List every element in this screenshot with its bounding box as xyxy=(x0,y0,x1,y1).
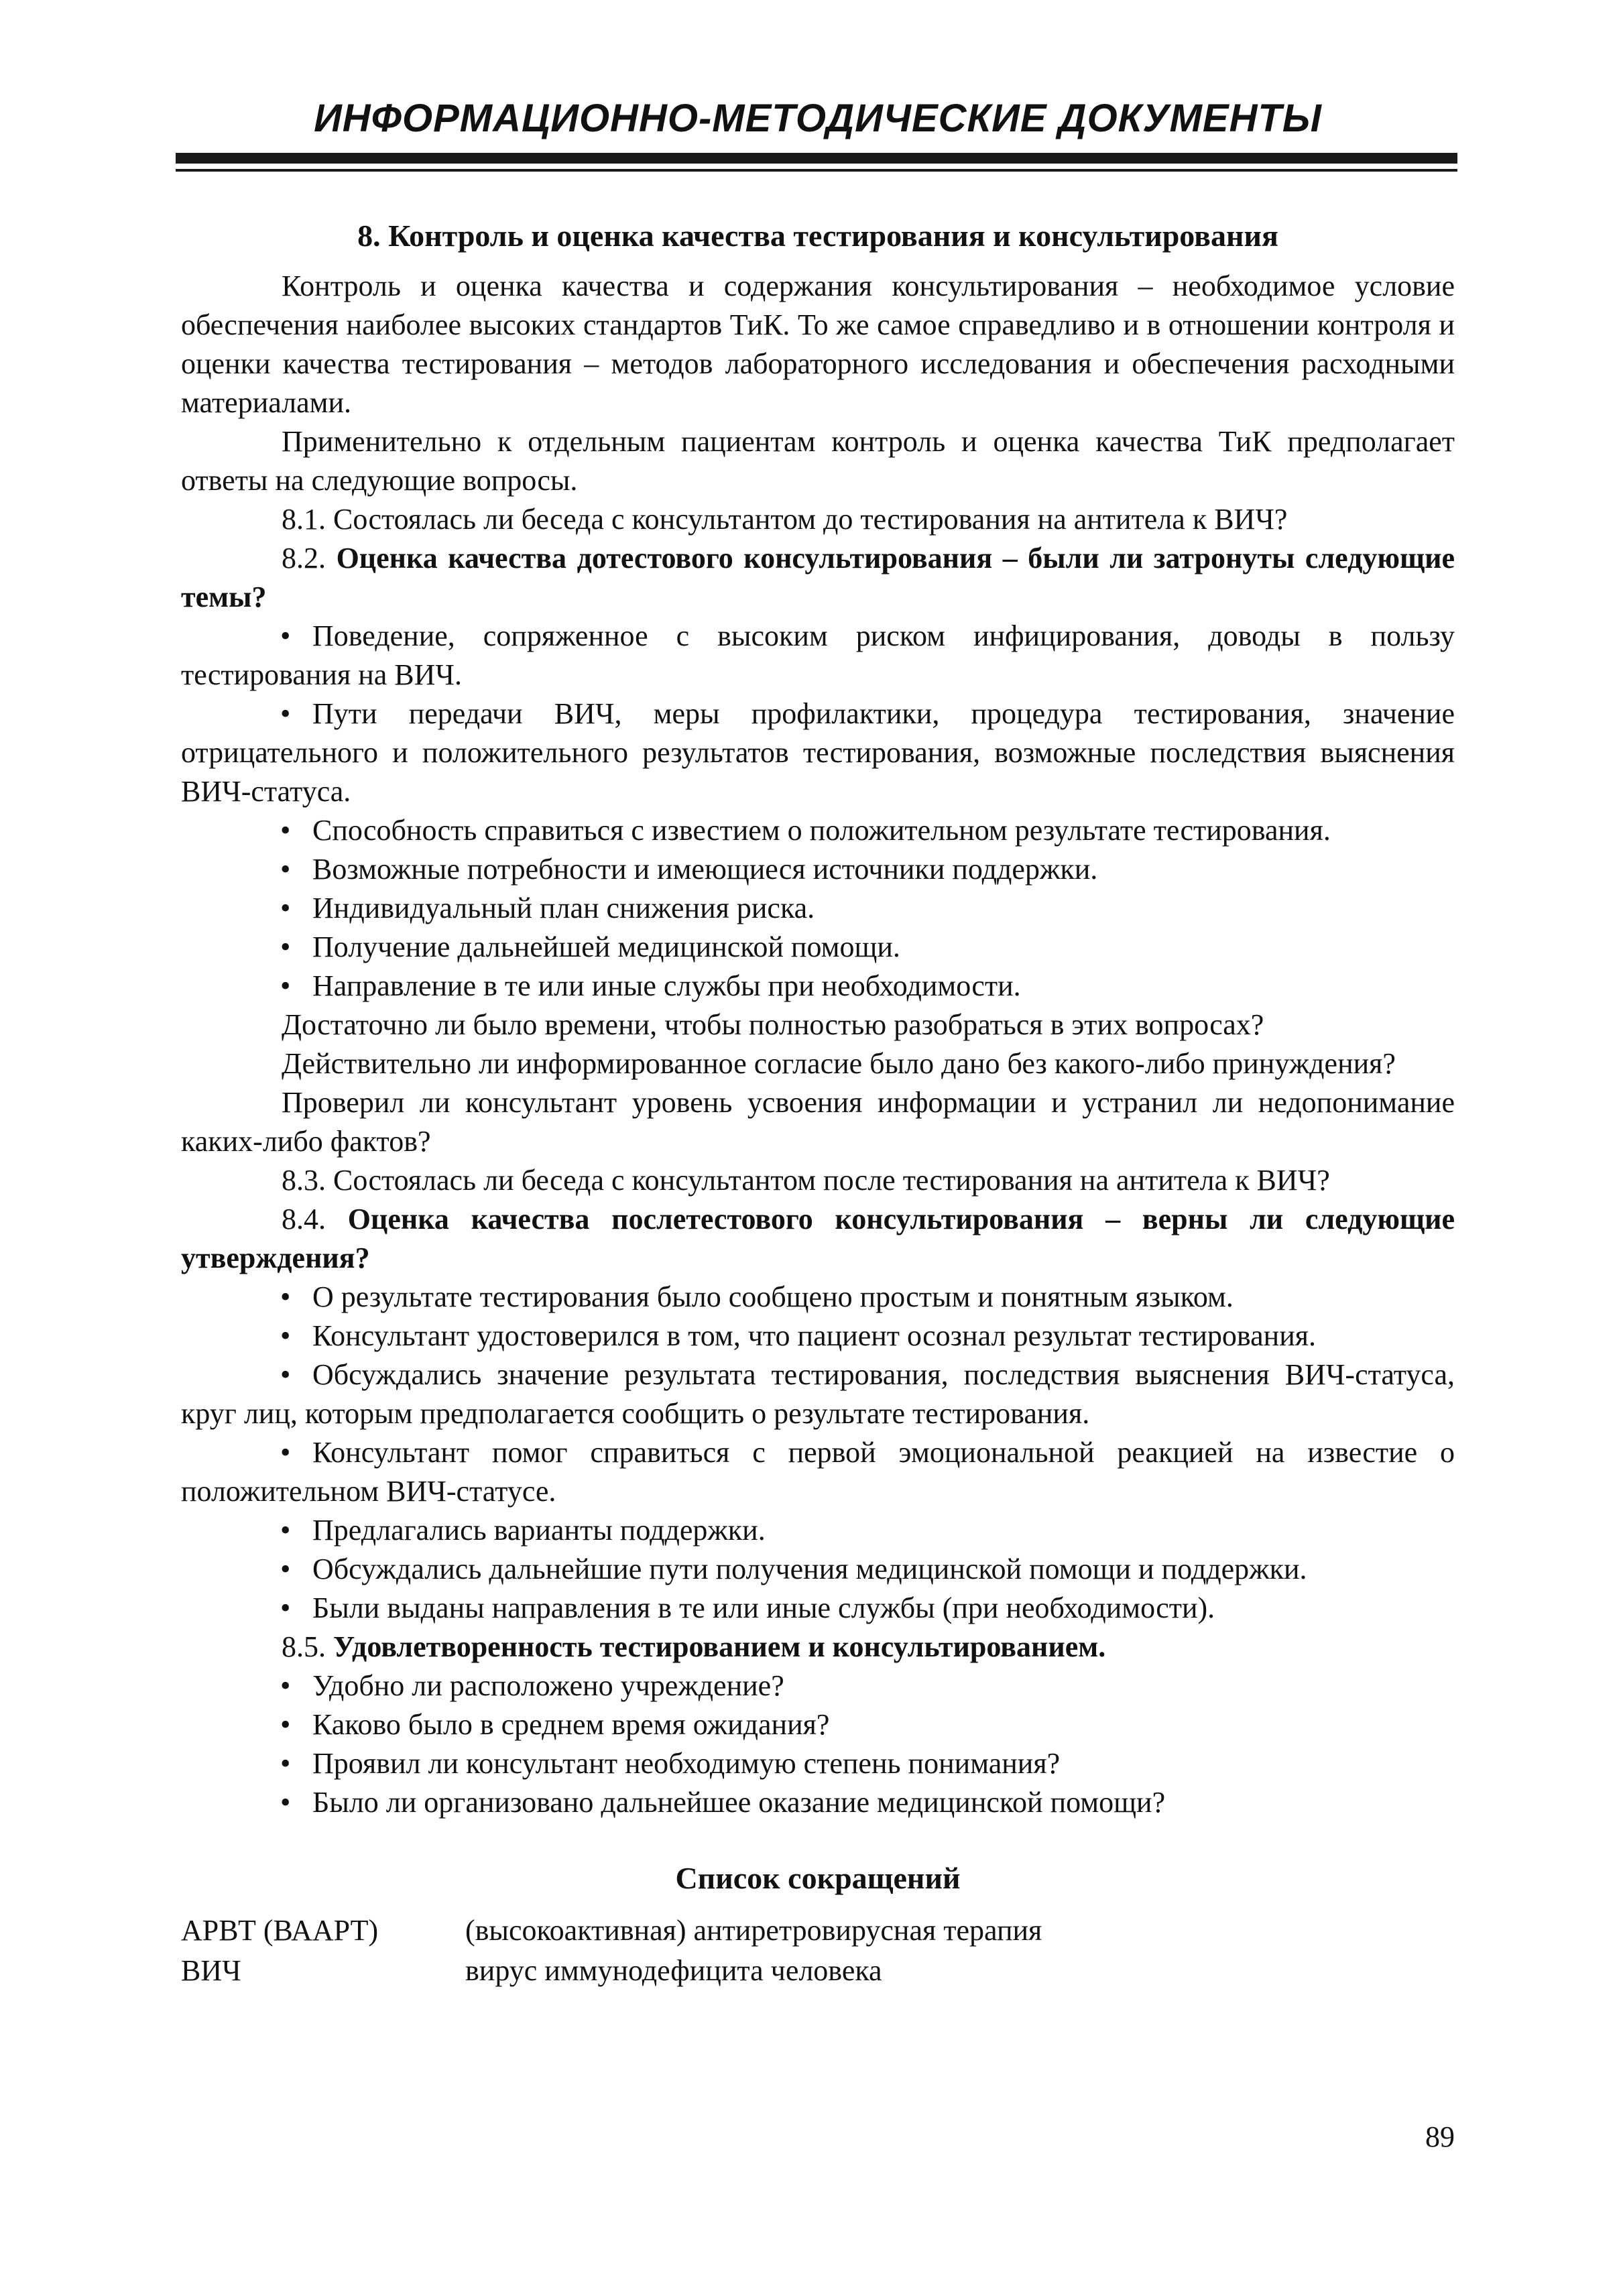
list-item xyxy=(181,1433,1455,1511)
list-item-text: Возможные потребности и имеющиеся источники поддержки. xyxy=(312,853,1098,886)
bullet-icon: • xyxy=(280,1708,291,1741)
list-item-text: Индивидуальный план снижения риска. xyxy=(312,892,815,924)
list-item-text: Консультант помог справиться с первой эмоциональной реакцией на известие о положительном ВИЧ-статусе. xyxy=(181,1436,1455,1508)
question-heading: Удовлетворенность тестированием и консультированием. xyxy=(333,1630,1106,1663)
list-item xyxy=(181,967,1455,1006)
list-item-text: Были выданы направления в те или иные службы (при необходимости). xyxy=(312,1591,1215,1624)
list-item-text: Обсуждались дальнейшие пути получения медицинской помощи и поддержки. xyxy=(312,1553,1307,1585)
question-heading: Оценка качества дотестового консультирования – были ли затронуты следующие темы? xyxy=(181,542,1455,613)
list-item xyxy=(181,1705,1455,1744)
question-8-1: 8.1. Состоялась ли беседа с консультантом до тестирования на антитела к ВИЧ? xyxy=(282,503,1288,536)
bullet-icon: • xyxy=(280,1747,291,1780)
bullet-icon: • xyxy=(280,930,291,963)
section-title: 8. Контроль и оценка качества тестирования и консультирования xyxy=(357,219,1278,253)
list-item-text: Обсуждались значение результата тестирования, последствия выяснения ВИЧ-статуса, круг лиц, которым предполагается сообщить о результате тестирования. xyxy=(181,1358,1455,1430)
question-number: 8.4. xyxy=(282,1203,326,1235)
bullet-icon: • xyxy=(280,1786,291,1819)
header-rule-thick xyxy=(176,153,1457,164)
abbreviation-row xyxy=(181,1951,1455,1991)
question-8-2 xyxy=(181,539,1455,617)
bullet-icon: • xyxy=(280,1669,291,1702)
bullet-icon: • xyxy=(280,1553,291,1585)
running-header: ИНФОРМАЦИОННО-МЕТОДИЧЕСКИЕ ДОКУМЕНТЫ xyxy=(314,97,1322,140)
list-item-text: Удобно ли расположено учреждение? xyxy=(312,1669,784,1702)
list-item xyxy=(181,1783,1455,1822)
list-item-text: Консультант удостоверился в том, что пациент осознал результат тестирования. xyxy=(312,1319,1316,1352)
bullet-icon: • xyxy=(280,697,291,730)
page-body xyxy=(181,215,1455,1991)
abbreviation-row xyxy=(181,1911,1455,1951)
follow-up-question: Действительно ли информированное согласие было дано без какого-либо принуждения? xyxy=(282,1047,1396,1080)
question-8-3: 8.3. Состоялась ли беседа с консультантом после тестирования на антитела к ВИЧ? xyxy=(282,1164,1330,1197)
list-item xyxy=(181,1550,1455,1589)
list-item xyxy=(181,1355,1455,1433)
list-item xyxy=(181,850,1455,889)
list-item xyxy=(181,811,1455,850)
list-item-text: Пути передачи ВИЧ, меры профилактики, процедура тестирования, значение отрицательного и положительного результатов тестирования, возможные последствия выяснения ВИЧ-статуса. xyxy=(181,697,1455,808)
abbreviation-meaning: (высокоактивная) антиретровирусная терапия xyxy=(465,1914,1042,1947)
question-number: 8.2. xyxy=(282,542,326,575)
abbreviation-meaning: вирус иммунодефицита человека xyxy=(465,1954,882,1987)
bullet-icon: • xyxy=(280,619,291,652)
list-item-text: Каково было в среднем время ожидания? xyxy=(312,1708,830,1741)
list-item xyxy=(181,1511,1455,1550)
list-item xyxy=(181,1317,1455,1355)
bullet-icon: • xyxy=(280,1280,291,1313)
bullet-icon: • xyxy=(280,814,291,847)
list-item xyxy=(181,1278,1455,1317)
intro-paragraph: Контроль и оценка качества и содержания консультирования – необходимое условие обеспечения наиболее высоких стандартов ТиК. То же самое справедливо и в отношении контроля и оценки качества тестирования – методов лабораторного исследования и обеспечения расходными материалами. xyxy=(181,269,1455,419)
abbreviations-title: Список сокращений xyxy=(675,1861,961,1895)
list-item-text: О результате тестирования было сообщено простым и понятным языком. xyxy=(312,1280,1234,1313)
list-item-text: Получение дальнейшей медицинской помощи. xyxy=(312,930,900,963)
list-item-text: Способность справиться с известием о положительном результате тестирования. xyxy=(312,814,1331,847)
bullet-icon: • xyxy=(280,892,291,924)
list-item xyxy=(181,1667,1455,1705)
intro-paragraph: Применительно к отдельным пациентам контроль и оценка качества ТиК предполагает ответы на следующие вопросы. xyxy=(181,425,1455,497)
follow-up-question: Проверил ли консультант уровень усвоения информации и устранил ли недопонимание каких-либо фактов? xyxy=(181,1086,1455,1158)
follow-up-question: Достаточно ли было времени, чтобы полностью разобраться в этих вопросах? xyxy=(282,1008,1264,1041)
bullet-icon: • xyxy=(280,969,291,1002)
abbreviation-term: АРВТ (ВААРТ) xyxy=(181,1914,379,1947)
bullet-icon: • xyxy=(280,1358,291,1391)
question-8-5 xyxy=(181,1628,1455,1667)
abbreviation-term: ВИЧ xyxy=(181,1954,241,1987)
list-item xyxy=(181,1589,1455,1628)
bullet-icon: • xyxy=(280,1514,291,1547)
question-heading: Оценка качества послетестового консультирования – верны ли следующие утверждения? xyxy=(181,1203,1455,1274)
question-8-4 xyxy=(181,1200,1455,1278)
list-item xyxy=(181,889,1455,928)
list-item xyxy=(181,1744,1455,1783)
bullet-icon: • xyxy=(280,1591,291,1624)
bullet-icon: • xyxy=(280,1436,291,1469)
list-item-text: Направление в те или иные службы при необходимости. xyxy=(312,969,1021,1002)
question-number: 8.5. xyxy=(282,1630,326,1663)
list-item-text: Было ли организовано дальнейшее оказание медицинской помощи? xyxy=(312,1786,1166,1819)
list-item-text: Предлагались варианты поддержки. xyxy=(312,1514,766,1547)
list-item xyxy=(181,617,1455,694)
header-rule-thin xyxy=(176,169,1457,172)
list-item-text: Проявил ли консультант необходимую степень понимания? xyxy=(312,1747,1061,1780)
bullet-icon: • xyxy=(280,853,291,886)
list-item xyxy=(181,928,1455,967)
page-number: 89 xyxy=(1425,2120,1455,2153)
list-item-text: Поведение, сопряженное с высоким риском инфицирования, доводы в пользу тестирования на ВИЧ. xyxy=(181,619,1455,691)
bullet-icon: • xyxy=(280,1319,291,1352)
list-item xyxy=(181,694,1455,811)
